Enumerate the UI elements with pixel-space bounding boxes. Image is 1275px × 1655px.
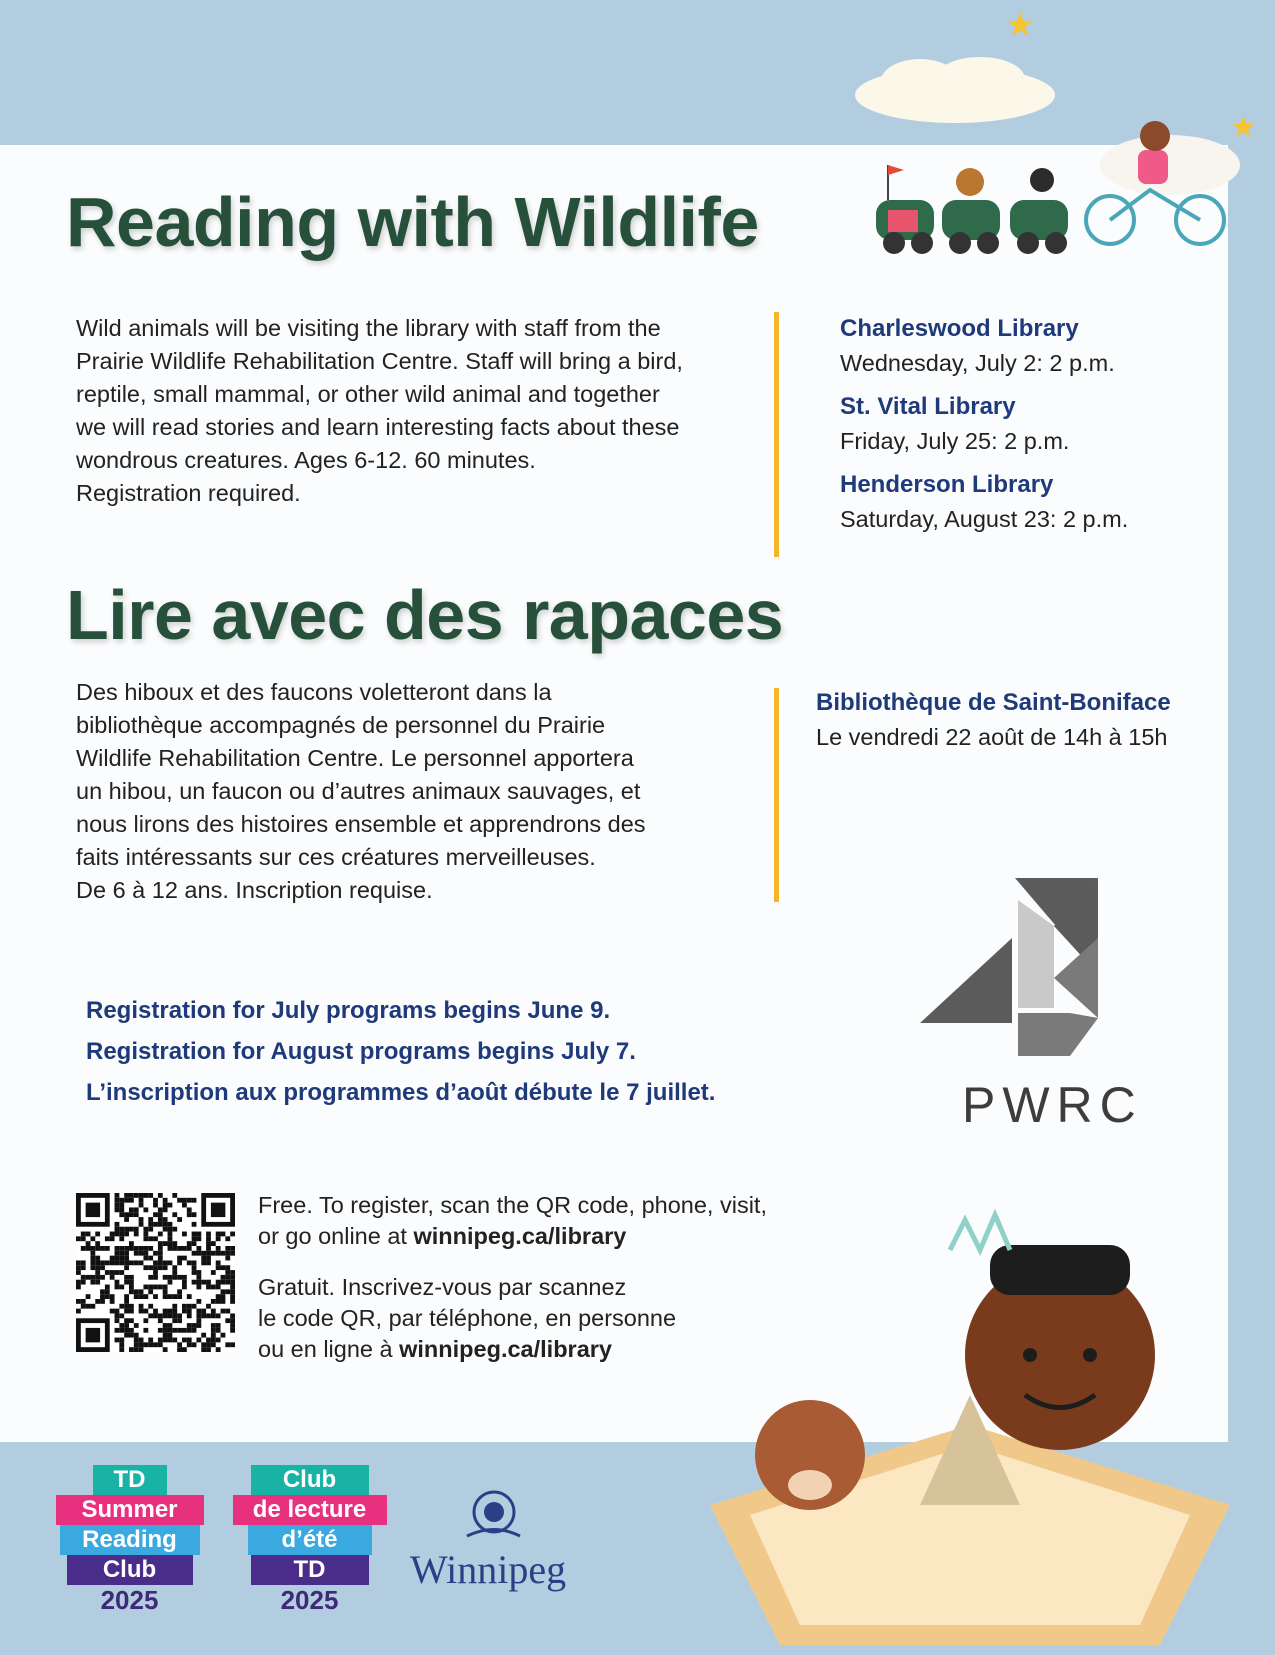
badge-band [56,1495,204,1525]
registration-note: Registration for July programs begins June 9. [86,997,611,1024]
description-line: bibliothèque accompagnés de personnel du Prairie [76,712,606,738]
badge-band [67,1555,193,1585]
location-time: Le vendredi 22 août de 14h à 15h [816,724,1168,750]
registration-notes [86,990,715,1113]
td-summer-reading-club-badge [52,1465,207,1615]
free-info-line: le code QR, par téléphone, en personne [258,1305,677,1331]
location-time: Saturday, August 23: 2 p.m. [840,506,1129,532]
english-description [76,312,683,510]
badge-text: Summer [81,1496,178,1523]
description-line: Wildlife Rehabilitation Centre. Le personnel apportera [76,745,634,771]
badge-band [60,1525,200,1555]
location-name: Charleswood Library [840,315,1079,342]
badge-text: TD [113,1466,146,1493]
description-line: De 6 à 12 ans. Inscription requise. [76,877,433,903]
location-time: Friday, July 25: 2 p.m. [840,428,1070,454]
english-locations [840,312,1128,546]
description-line: Wild animals will be visiting the library with staff from the [76,315,661,341]
star-icon: ★ [1005,6,1036,44]
free-info-prefix: or go online at [258,1223,414,1249]
description-line: Des hiboux et des faucons voletteront dans la [76,679,552,705]
free-info-line [258,1334,676,1365]
boy-reading-illustration [690,1205,1250,1650]
location-time: Wednesday, July 2: 2 p.m. [840,350,1115,376]
free-info-french [258,1272,676,1365]
description-line: reptile, small mammal, or other wild animal and together [76,381,660,407]
badge-text: de lecture [252,1496,367,1523]
badge-text: Club [282,1466,337,1493]
badge-band [251,1465,369,1495]
registration-note: L’inscription aux programmes d’août débute le 7 juillet. [86,1079,716,1106]
registration-note: Registration for August programs begins July 7. [86,1038,636,1065]
badge-text: TD [293,1556,326,1583]
free-info-prefix: ou en ligne à [258,1336,400,1362]
badge-text: Club [102,1556,157,1583]
description-line: Registration required. [76,480,301,506]
location-name: Henderson Library [840,471,1054,498]
location-name: Bibliothèque de Saint-Boniface [816,689,1171,716]
library-url-link[interactable]: winnipeg.ca/library [413,1223,627,1249]
badge-band [233,1495,387,1525]
badge-year: 2025 [280,1585,339,1615]
pwrc-logo-text: PWRC [962,1077,1143,1133]
qr-code[interactable] [76,1193,235,1352]
badge-text: d’été [281,1526,338,1553]
free-info-line: Gratuit. Inscrivez-vous par scannez [258,1274,627,1300]
description-line: we will read stories and learn interesting facts about these [76,414,680,440]
divider-bar [774,688,779,902]
free-info-line: Free. To register, scan the QR code, phone, visit, [258,1192,767,1218]
club-de-lecture-badge [232,1465,387,1615]
location-name: St. Vital Library [840,393,1016,420]
french-location [816,686,1171,764]
winnipeg-swirl-icon [462,1488,522,1543]
star-icon: ★ [1230,111,1257,144]
pwrc-logo [920,878,1100,1063]
badge-band [93,1465,167,1495]
french-description [76,676,646,907]
description-line: un hibou, un faucon ou d’autres animaux sauvages, et [76,778,641,804]
badge-text: Reading [82,1526,177,1553]
badge-band [251,1555,369,1585]
library-url-link[interactable]: winnipeg.ca/library [399,1336,612,1362]
badge-band [248,1525,372,1555]
description-line: faits intéressants sur ces créatures merveilleuses. [76,844,596,870]
description-line: Prairie Wildlife Rehabilitation Centre. Staff will bring a bird, [76,348,683,374]
description-line: wondrous creatures. Ages 6-12. 60 minutes. [76,447,536,473]
divider-bar [774,312,779,557]
description-line: nous lirons des histoires ensemble et apprendrons des [76,811,646,837]
english-title: Reading with Wildlife [66,183,759,261]
winnipeg-logo-text: Winnipeg [410,1547,567,1592]
badge-year: 2025 [100,1585,159,1615]
bike-parade-illustration [870,70,1240,260]
french-title: Lire avec des rapaces [66,576,784,654]
